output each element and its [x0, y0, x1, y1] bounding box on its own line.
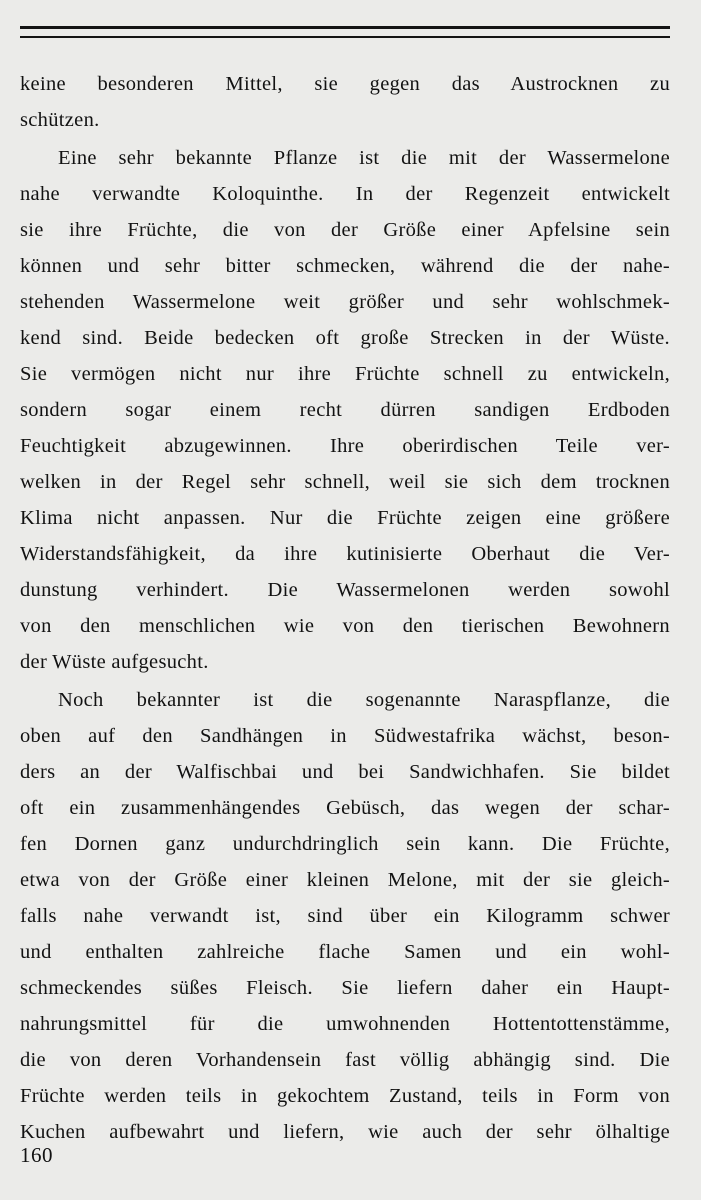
text-line: dunstung verhindert. Die Wassermelonen werden sowohl [20, 579, 670, 601]
text-line: oben auf den Sandhängen in Südwestafrika wächst, beson- [20, 725, 670, 747]
text-line: Früchte werden teils in gekochtem Zustand, teils in Form von [20, 1085, 670, 1107]
text-line: welken in der Regel sehr schnell, weil sie sich dem trocknen [20, 471, 670, 493]
text-line: Kuchen aufbewahrt und liefern, wie auch der sehr ölhaltige [20, 1121, 670, 1143]
text-line: sie ihre Früchte, die von der Größe einer Apfelsine sein [20, 219, 670, 241]
text-line: kend sind. Beide bedecken oft große Strecken in der Wüste. [20, 327, 670, 349]
text-line: etwa von der Größe einer kleinen Melone, mit der sie gleich- [20, 869, 670, 891]
paragraph [20, 66, 670, 138]
text-line: ders an der Walfischbai und bei Sandwichhafen. Sie bildet [20, 761, 670, 783]
text-line: keine besonderen Mittel, sie gegen das Austrocknen zu [20, 73, 670, 95]
header-rule-thin [20, 36, 670, 38]
text-line: sondern sogar einem recht dürren sandigen Erdboden [20, 399, 670, 421]
text-line: nahrungsmittel für die umwohnenden Hottentottenstämme, [20, 1013, 670, 1035]
text-line: schmeckendes süßes Fleisch. Sie liefern daher ein Haupt- [20, 977, 670, 999]
text-line: Noch bekannter ist die sogenannte Naraspflanze, die [58, 689, 670, 711]
paragraph [20, 140, 670, 680]
text-line: Feuchtigkeit abzugewinnen. Ihre oberirdischen Teile ver- [20, 435, 670, 457]
text-line: Widerstandsfähigkeit, da ihre kutinisierte Oberhaut die Ver- [20, 543, 670, 565]
text-line: können und sehr bitter schmecken, während die der nahe- [20, 255, 670, 277]
text-line: fen Dornen ganz undurchdringlich sein kann. Die Früchte, [20, 833, 670, 855]
text-line: falls nahe verwandt ist, sind über ein Kilogramm schwer [20, 905, 670, 927]
text-line: der Wüste aufgesucht. [20, 651, 209, 673]
text-line: stehenden Wassermelone weit größer und sehr wohlschmek- [20, 291, 670, 313]
text-line: und enthalten zahlreiche flache Samen und ein wohl- [20, 941, 670, 963]
text-line: Sie vermögen nicht nur ihre Früchte schnell zu entwickeln, [20, 363, 670, 385]
text-line: die von deren Vorhandensein fast völlig abhängig sind. Die [20, 1049, 670, 1071]
text-line: Klima nicht anpassen. Nur die Früchte zeigen eine größere [20, 507, 670, 529]
text-line: von den menschlichen wie von den tierischen Bewohnern [20, 615, 670, 637]
text-line: nahe verwandte Koloquinthe. In der Regenzeit entwickelt [20, 183, 670, 205]
page-number: 160 [20, 1143, 53, 1167]
paragraph [20, 682, 670, 1150]
header-rule-thick [20, 26, 670, 29]
text-line: oft ein zusammenhängendes Gebüsch, das wegen der schar- [20, 797, 670, 819]
body-text [20, 66, 670, 1150]
text-line: Eine sehr bekannte Pflanze ist die mit der Wassermelone [58, 147, 670, 169]
text-line: schützen. [20, 109, 100, 131]
